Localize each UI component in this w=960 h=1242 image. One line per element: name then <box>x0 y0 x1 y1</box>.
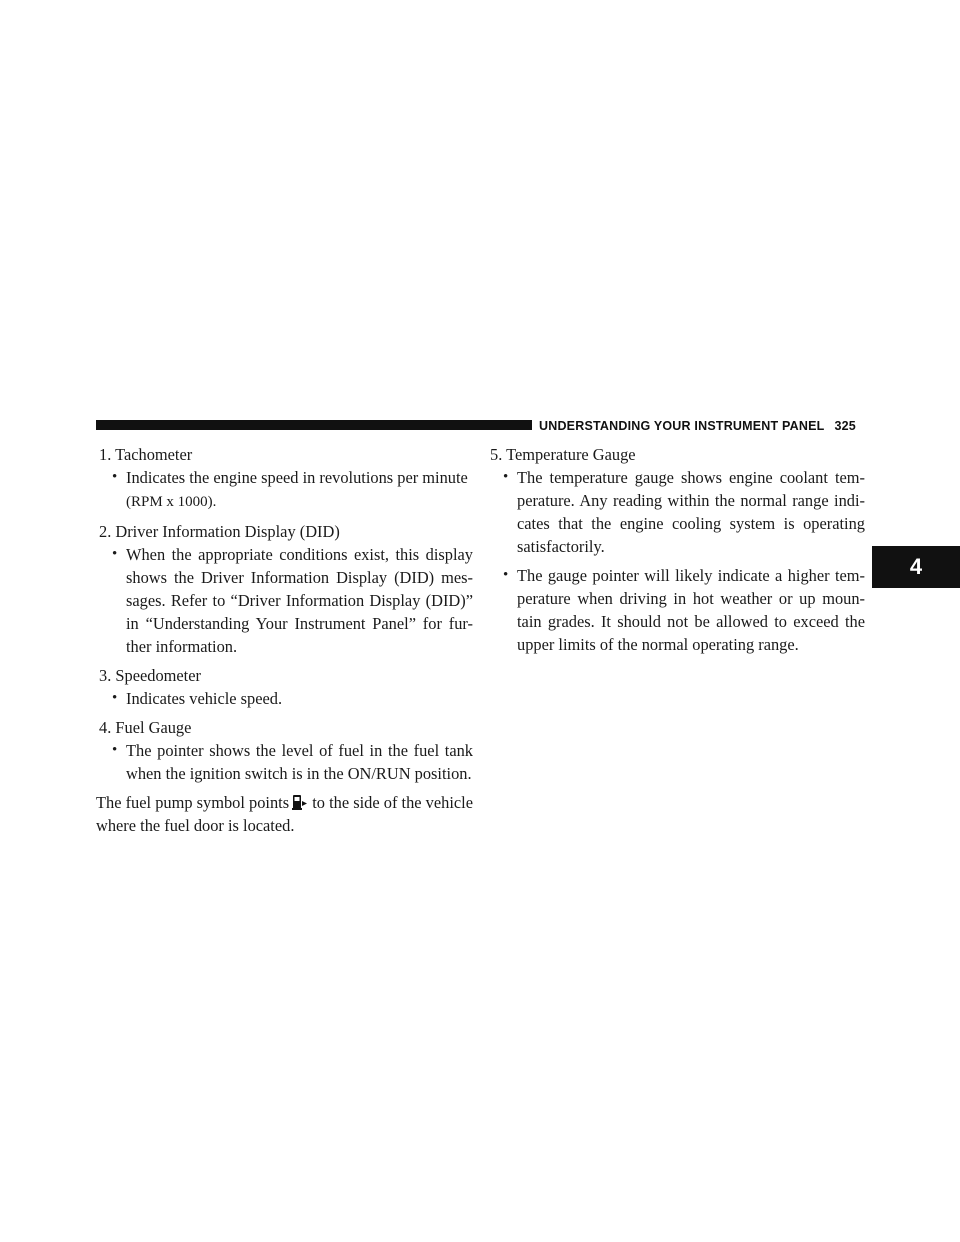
bullet-icon: • <box>503 567 509 583</box>
bullet-icon: • <box>112 469 118 485</box>
bullet-text: The temperature gauge shows engine coolant tem- perature. Any reading within the normal range indi- cates that the engine cooling system is operating satisfactorily. <box>517 468 865 556</box>
bullet-icon: • <box>503 469 509 485</box>
bullet-icon: • <box>112 742 118 758</box>
bullet-text: The gauge pointer will likely indicate a higher tem- perature when driving in hot weather or up moun- tain grades. It should not be allowed to exceed the upper limits of the normal operating range. <box>517 566 865 654</box>
header-rule <box>96 420 532 430</box>
fuel-pump-icon <box>292 793 308 811</box>
item-title: 5. Temperature Gauge <box>490 445 636 464</box>
list-item-temperature-gauge <box>487 443 865 656</box>
bullet-icon: • <box>112 690 118 706</box>
right-column <box>487 443 865 662</box>
item-title: 4. Fuel Gauge <box>99 718 192 737</box>
list-item-tachometer <box>96 443 473 514</box>
bullet-text: Indicates vehicle speed. <box>126 689 283 708</box>
bullet-point <box>96 466 473 514</box>
bullet-point <box>487 564 865 656</box>
paragraph-text: to the side of the vehicle where the fuel door is located. <box>96 793 473 835</box>
list-item-fuel-gauge <box>96 716 473 785</box>
page-number: 325 <box>834 419 856 433</box>
chapter-tab[interactable]: 4 <box>872 546 960 588</box>
left-column <box>96 443 473 837</box>
bullet-text: When the appropriate conditions exist, this display shows the Driver Information Display (DID) mes- sages. Refer to “Driver Information Display (DID)” in “Understanding Your Instrument Panel” for fur- ther information. <box>126 545 473 656</box>
running-header <box>539 419 866 433</box>
bullet-point <box>96 687 473 710</box>
item-title: 2. Driver Information Display (DID) <box>99 522 340 541</box>
list-item-speedometer <box>96 664 473 710</box>
bullet-text: The pointer shows the level of fuel in the fuel tank when the ignition switch is in the ON/RUN position. <box>126 741 473 783</box>
bullet-point <box>96 739 473 785</box>
fuel-door-paragraph <box>96 791 473 837</box>
bullet-text: Indicates the engine speed in revolutions per minute <box>126 468 468 487</box>
item-title: 3. Speedometer <box>99 666 201 685</box>
section-title: UNDERSTANDING YOUR INSTRUMENT PANEL <box>539 419 825 433</box>
bullet-icon: • <box>112 546 118 562</box>
bullet-point <box>96 543 473 658</box>
paragraph-text: The fuel pump symbol points <box>96 793 290 812</box>
list-item-did <box>96 520 473 658</box>
item-title: 1. Tachometer <box>99 445 193 464</box>
bullet-point <box>487 466 865 558</box>
bullet-text-unit: (RPM x 1000). <box>126 494 217 510</box>
